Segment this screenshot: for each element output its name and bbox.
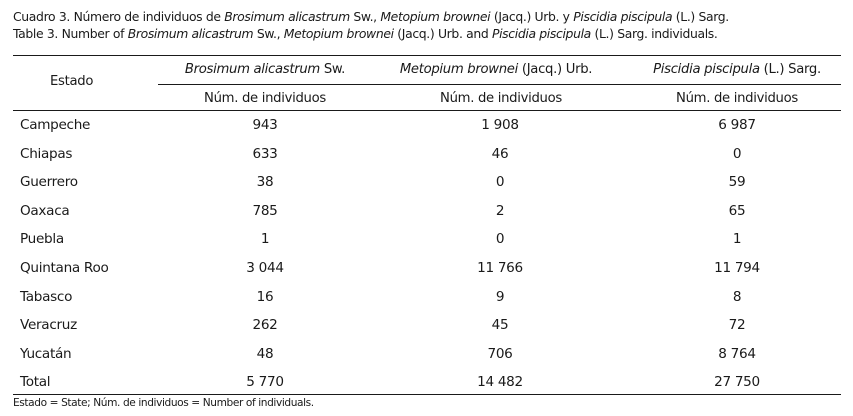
individual-count: 16 xyxy=(256,289,274,305)
individual-count: 59 xyxy=(728,174,746,190)
species-author: (L.) Sarg. xyxy=(759,62,821,77)
individual-count: 943 xyxy=(252,117,278,133)
individual-count: 0 xyxy=(732,146,742,162)
state-name: Campeche xyxy=(20,117,91,133)
individual-count: 27 750 xyxy=(714,374,760,390)
individual-count: 65 xyxy=(728,203,746,219)
state-column-header: Estado xyxy=(50,74,94,89)
individual-count: 785 xyxy=(252,203,278,219)
species-header-rule xyxy=(158,84,841,85)
individual-count: 48 xyxy=(256,346,274,362)
species-name: Piscidia piscipula xyxy=(653,62,760,77)
species-header-piscidia xyxy=(653,62,821,77)
individual-count: 11 794 xyxy=(714,260,760,276)
individual-count: 6 987 xyxy=(718,117,756,133)
individual-count: 72 xyxy=(728,317,746,333)
individual-count: 38 xyxy=(256,174,274,190)
caption-text: (L.) Sarg. individuals. xyxy=(590,26,718,41)
caption-species-name: Piscidia piscipula xyxy=(573,9,673,24)
table-footnote: Estado = State; Núm. de individuos = Number of individuals. xyxy=(13,397,314,409)
caption-species-name: Metopium brownei xyxy=(380,9,491,24)
individual-count: 9 xyxy=(495,289,505,305)
subheader-metopium: Núm. de individuos xyxy=(440,91,562,106)
individual-count: 0 xyxy=(495,231,505,247)
individual-count: 2 xyxy=(495,203,505,219)
caption-text: (L.) Sarg. xyxy=(672,9,729,24)
bottom-rule xyxy=(13,394,841,395)
table-caption-english xyxy=(13,26,718,41)
species-name: Metopium brownei xyxy=(399,62,518,77)
caption-species-name: Piscidia piscipula xyxy=(491,26,591,41)
individual-count: 45 xyxy=(491,317,509,333)
species-header-brosimum xyxy=(185,62,345,77)
individual-count: 706 xyxy=(487,346,513,362)
individual-count: 46 xyxy=(491,146,509,162)
species-name: Brosimum alicastrum xyxy=(184,62,320,77)
state-name: Chiapas xyxy=(20,146,73,162)
caption-text: Sw., xyxy=(349,9,381,24)
species-header-metopium xyxy=(400,62,592,77)
caption-species-name: Brosimum alicastrum xyxy=(224,9,350,24)
species-author: (Jacq.) Urb. xyxy=(517,62,593,77)
state-name: Puebla xyxy=(20,231,64,247)
caption-text: Cuadro 3. Número de individuos de xyxy=(13,9,225,24)
caption-text: (Jacq.) Urb. y xyxy=(490,9,574,24)
individual-count: 633 xyxy=(252,146,278,162)
state-name: Guerrero xyxy=(20,174,78,190)
individual-count: 14 482 xyxy=(477,374,523,390)
individual-count: 11 766 xyxy=(477,260,523,276)
caption-species-name: Brosimum alicastrum xyxy=(127,26,254,41)
state-name: Total xyxy=(20,374,51,390)
individual-count: 1 908 xyxy=(481,117,519,133)
state-name: Veracruz xyxy=(20,317,77,333)
individual-count: 5 770 xyxy=(246,374,284,390)
caption-species-name: Metopium brownei xyxy=(283,26,394,41)
individual-count: 8 764 xyxy=(718,346,756,362)
species-author: Sw. xyxy=(319,62,346,77)
individual-count: 0 xyxy=(495,174,505,190)
individual-count: 262 xyxy=(252,317,278,333)
individual-count: 8 xyxy=(732,289,742,305)
state-name: Tabasco xyxy=(20,289,73,305)
individual-count: 1 xyxy=(260,231,270,247)
state-name: Quintana Roo xyxy=(20,260,109,276)
table-caption-spanish xyxy=(13,9,729,24)
caption-text: Table 3. Number of xyxy=(13,26,128,41)
individual-count: 3 044 xyxy=(246,260,284,276)
individual-count: 1 xyxy=(732,231,742,247)
state-name: Yucatán xyxy=(20,346,72,362)
subheader-rule xyxy=(13,110,841,111)
caption-text: (Jacq.) Urb. and xyxy=(393,26,492,41)
caption-text: Sw., xyxy=(253,26,284,41)
top-rule xyxy=(13,55,841,56)
subheader-brosimum: Núm. de individuos xyxy=(204,91,326,106)
subheader-piscidia: Núm. de individuos xyxy=(676,91,798,106)
state-name: Oaxaca xyxy=(20,203,70,219)
